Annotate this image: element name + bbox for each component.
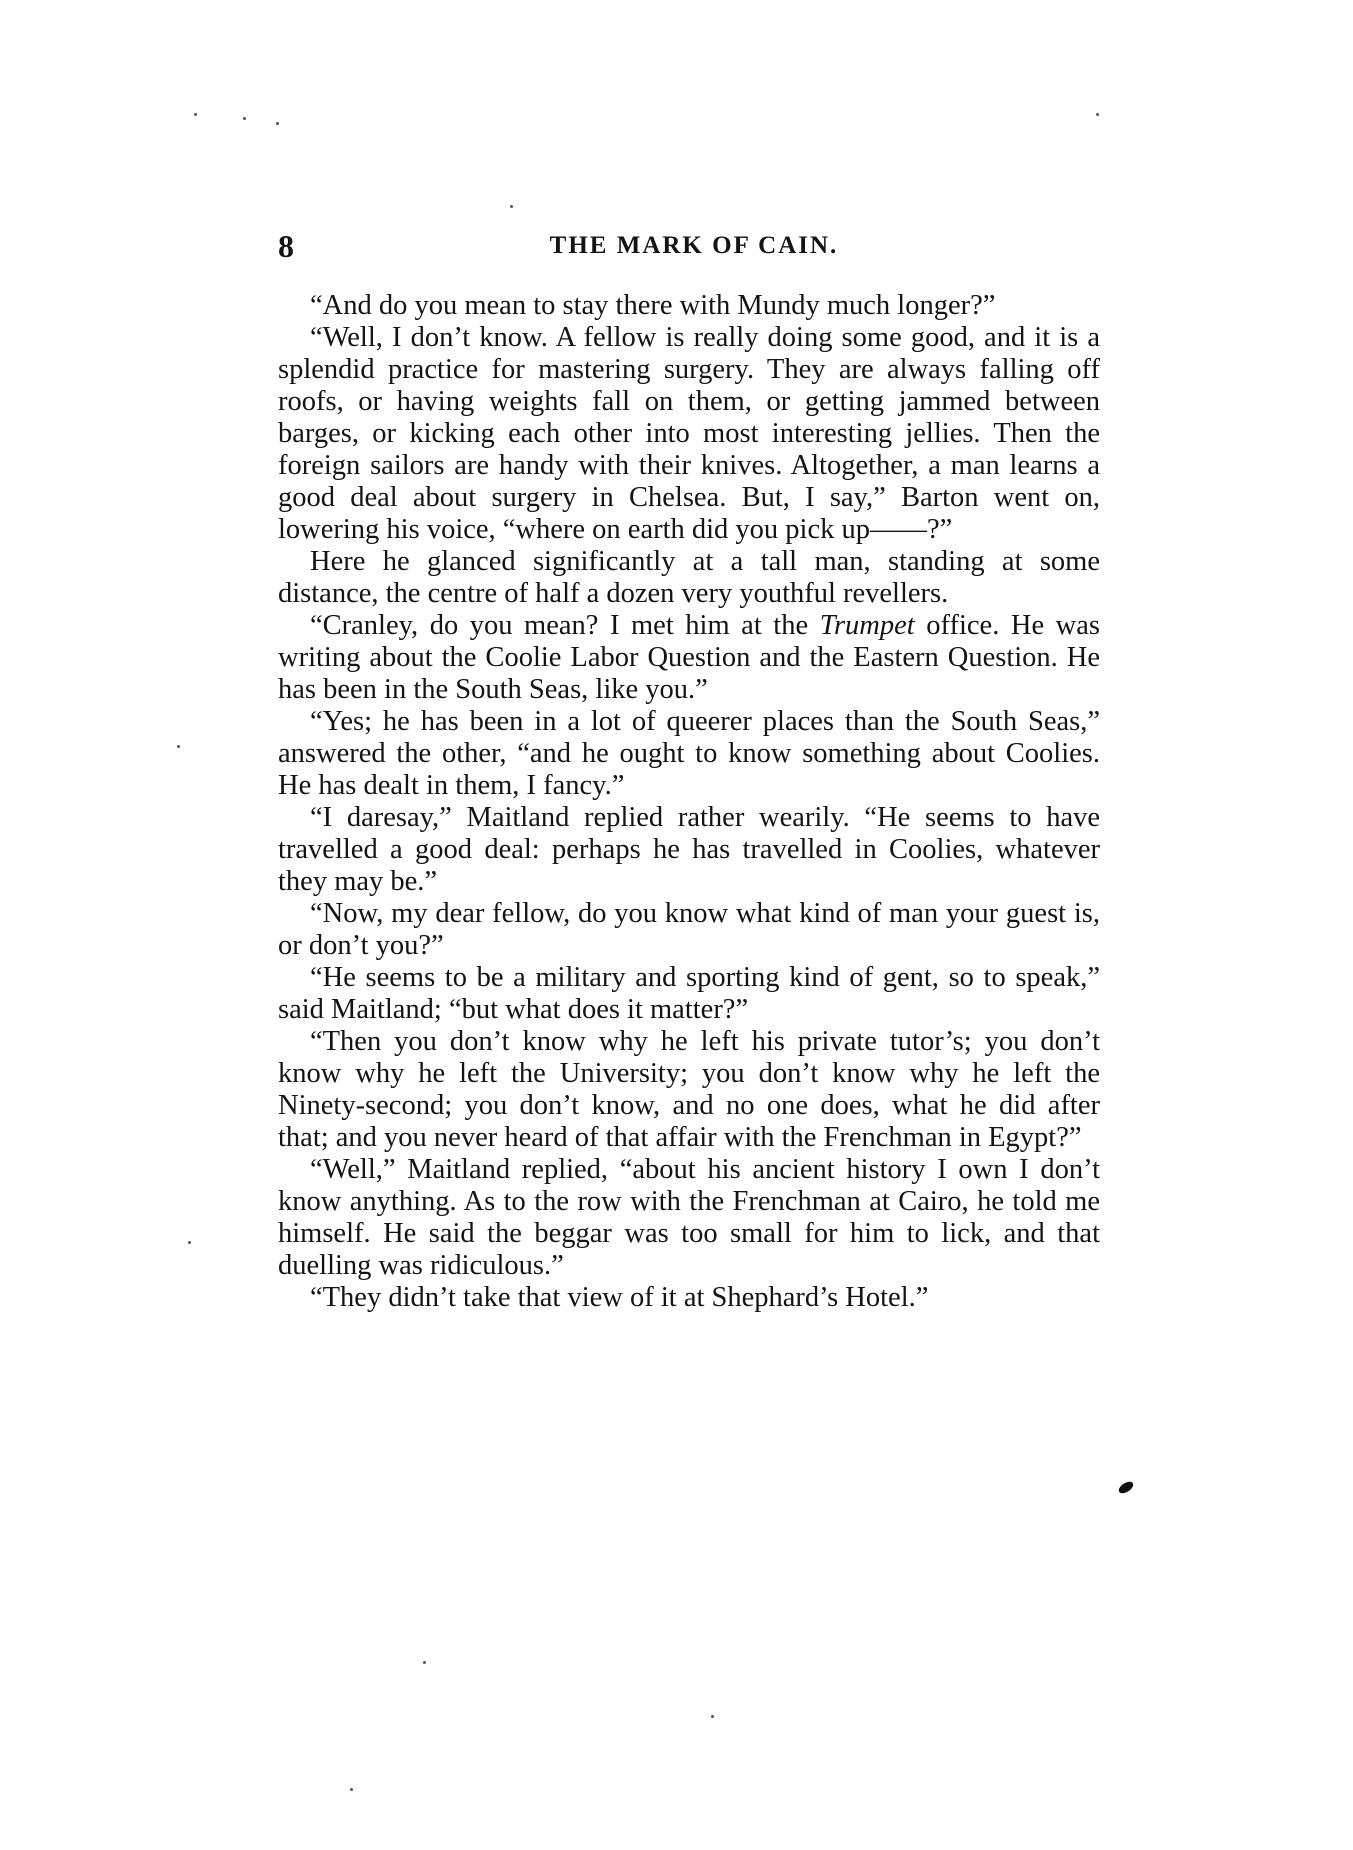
paper-speck <box>1096 113 1099 116</box>
newspaper-title: Trumpet <box>819 610 915 641</box>
ink-blot-mark <box>1117 1480 1135 1495</box>
paper-speck <box>177 745 180 748</box>
paragraph: “Yes; he has been in a lot of queerer places than the South Seas,” answered the other, “and he ought to know something about Coolies. He has dealt in them, I fancy.” <box>278 706 1100 801</box>
paragraph: Here he glanced significantly at a tall man, standing at some distance, the centre of half a dozen very youthful revellers. <box>278 546 1100 609</box>
paragraph: “They didn’t take that view of it at Shephard’s Hotel.” <box>310 1282 929 1313</box>
paper-speck <box>711 1715 714 1718</box>
paper-speck <box>276 122 279 125</box>
paragraph <box>278 610 1100 706</box>
paragraph-text: “Cranley, do you mean? I met him at the <box>310 610 820 641</box>
running-title: THE MARK OF CAIN. <box>549 232 839 259</box>
paragraph: “And do you mean to stay there with Mundy much longer?” <box>310 290 996 321</box>
paragraph: “He seems to be a military and sporting kind of gent, so to speak,” said Maitland; “but what does it matter?” <box>278 962 1100 1025</box>
page-number: 8 <box>278 228 294 264</box>
paragraph: “Well, I don’t know. A fellow is really doing some good, and it is a splendid practice for mastering surgery. They are always falling off roofs, or having weights fall on them, or getting jammed between barges, or kicking each other into most interesting jellies. Then the foreign sailors are handy with their knives. Altogether, a man learns a good deal about surgery in Chelsea. But, I say,” Barton went on, lowering his voice, “where on earth did you pick up——?” <box>278 322 1100 545</box>
paragraph: “Well,” Maitland replied, “about his ancient history I own I don’t know anything. As to the row with the Frenchman at Cairo, he told me himself. He said the beggar was too small for him to lick, and that duelling was ridiculous.” <box>278 1154 1100 1281</box>
paragraph-text: office. He was writing about the Coolie Labor Question and the Eastern Question. He has been in the South Seas, like you.” <box>278 610 1100 705</box>
paper-speck <box>188 1241 191 1244</box>
page-header <box>278 226 1100 266</box>
body-text <box>278 290 1100 1314</box>
paragraph: “I daresay,” Maitland replied rather wearily. “He seems to have travelled a good deal: perhaps he has travelled in Coolies, whatever they may be.” <box>278 802 1100 897</box>
paper-speck <box>243 117 246 120</box>
paper-speck <box>350 1788 353 1791</box>
paper-speck <box>423 1661 426 1664</box>
paper-speck <box>194 113 197 116</box>
paper-speck <box>510 205 513 208</box>
paragraph: “Then you don’t know why he left his private tutor’s; you don’t know why he left the University; you don’t know why he left the Ninety-second; you don’t know, and no one does, what he did after that; and you never heard of that affair with the Frenchman in Egypt?” <box>278 1026 1100 1153</box>
paragraph: “Now, my dear fellow, do you know what kind of man your guest is, or don’t you?” <box>278 898 1100 961</box>
